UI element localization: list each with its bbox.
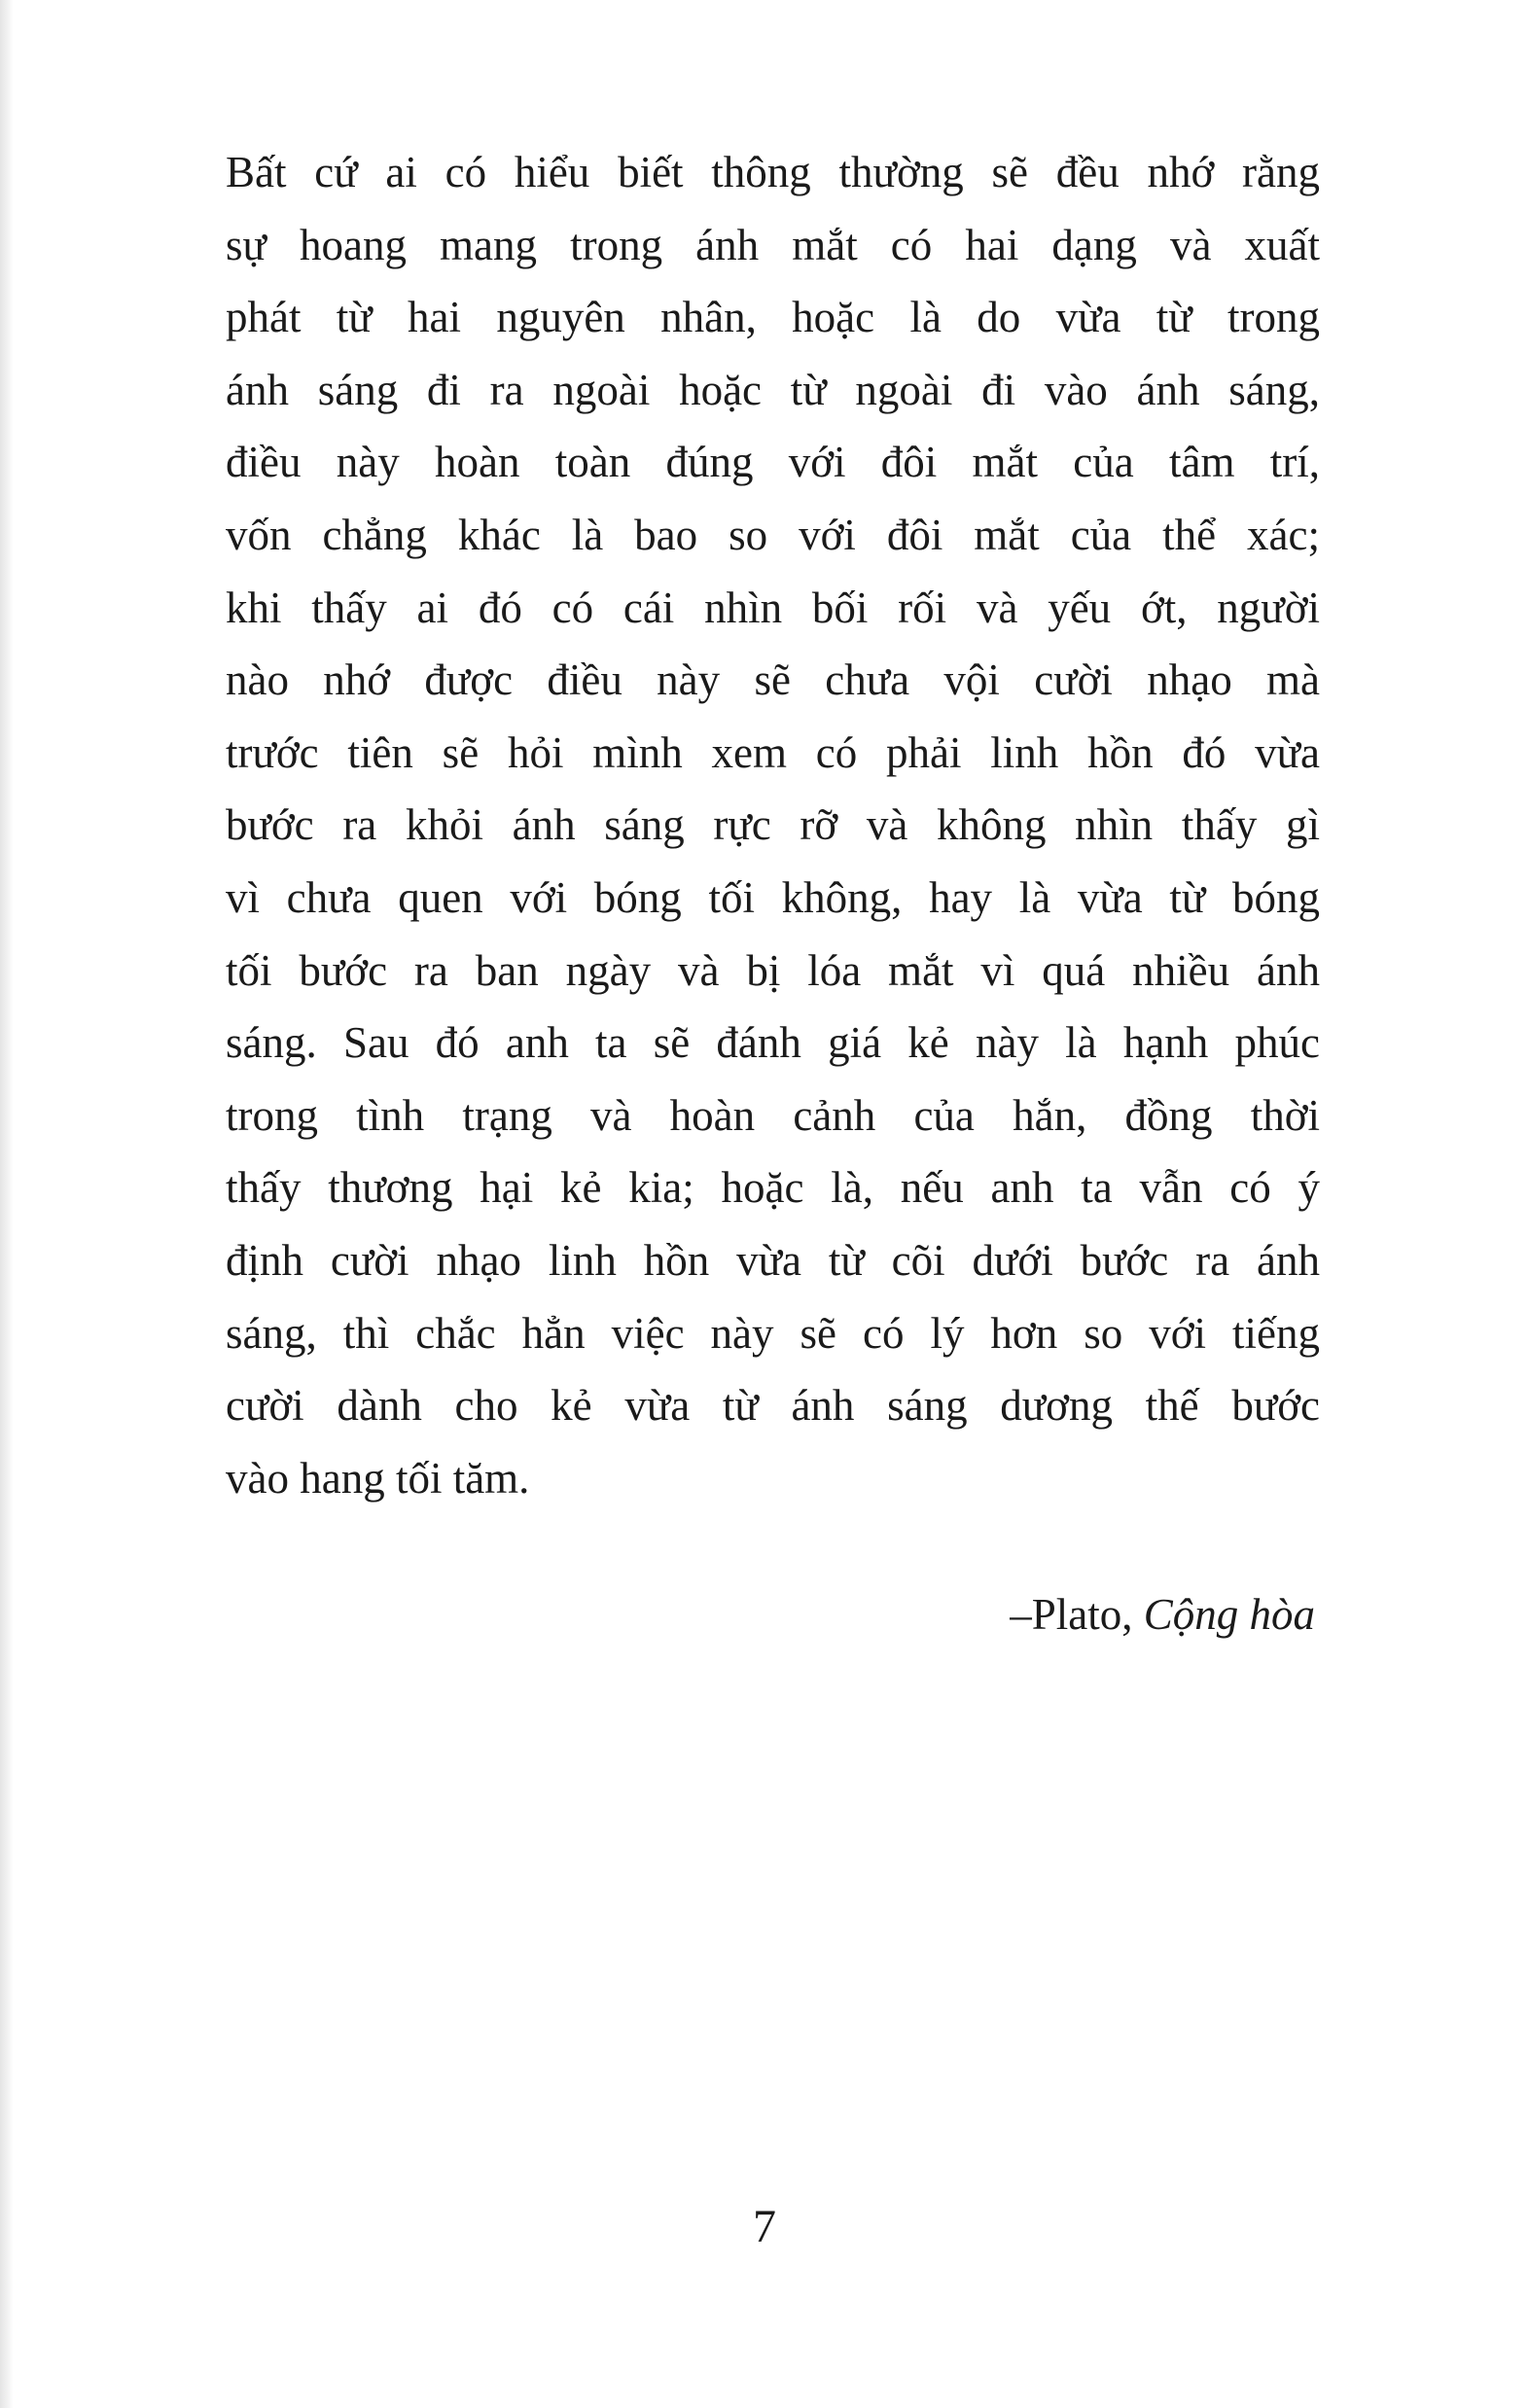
page-number: 7 bbox=[753, 2201, 776, 2252]
passage-line: phát từ hai nguyên nhân, hoặc là do vừa từ trong bbox=[226, 293, 1320, 342]
passage-line: bước ra khỏi ánh sáng rực rỡ và không nhìn thấy gì bbox=[226, 800, 1320, 850]
attribution-work-title: Cộng hòa bbox=[1143, 1590, 1315, 1639]
passage-line: điều này hoàn toàn đúng với đôi mắt của tâm trí, bbox=[226, 438, 1320, 487]
passage-line: Bất cứ ai có hiểu biết thông thường sẽ đều nhớ rằng bbox=[226, 148, 1320, 196]
passage-line: sáng. Sau đó anh ta sẽ đánh giá kẻ này là hạnh phúc bbox=[226, 1018, 1320, 1068]
passage-line: trước tiên sẽ hỏi mình xem có phải linh hồn đó vừa bbox=[226, 727, 1320, 777]
passage-line: khi thấy ai đó có cái nhìn bối rối và yếu ớt, người bbox=[226, 583, 1320, 632]
quote-passage bbox=[226, 136, 1320, 1514]
passage-line: trong tình trạng và hoàn cảnh của hắn, đồng thời bbox=[226, 1090, 1320, 1140]
passage-line: thấy thương hại kẻ kia; hoặc là, nếu anh ta vẫn có ý bbox=[226, 1163, 1320, 1213]
passage-line: vào hang tối tăm. bbox=[226, 1453, 530, 1503]
passage-line: cười dành cho kẻ vừa từ ánh sáng dương thế bước bbox=[226, 1381, 1320, 1431]
passage-line: sự hoang mang trong ánh mắt có hai dạng và xuất bbox=[226, 220, 1320, 269]
passage-line: sáng, thì chắc hẳn việc này sẽ có lý hơn so với tiếng bbox=[226, 1308, 1320, 1358]
passage-line: định cười nhạo linh hồn vừa từ cõi dưới bước ra ánh bbox=[226, 1235, 1320, 1285]
passage-line: nào nhớ được điều này sẽ chưa vội cười nhạo mà bbox=[226, 655, 1320, 705]
quote-attribution bbox=[1010, 1578, 1315, 1650]
passage-line: tối bước ra ban ngày và bị lóa mắt vì quá nhiều ánh bbox=[226, 945, 1320, 995]
passage-line: ánh sáng đi ra ngoài hoặc từ ngoài đi vào ánh sáng, bbox=[226, 365, 1320, 414]
passage-line: vì chưa quen với bóng tối không, hay là vừa từ bóng bbox=[226, 872, 1320, 922]
passage-line: vốn chẳng khác là bao so với đôi mắt của thể xác; bbox=[226, 510, 1320, 559]
page-gutter-shadow bbox=[0, 0, 14, 2408]
attribution-author: –Plato, bbox=[1010, 1590, 1133, 1639]
